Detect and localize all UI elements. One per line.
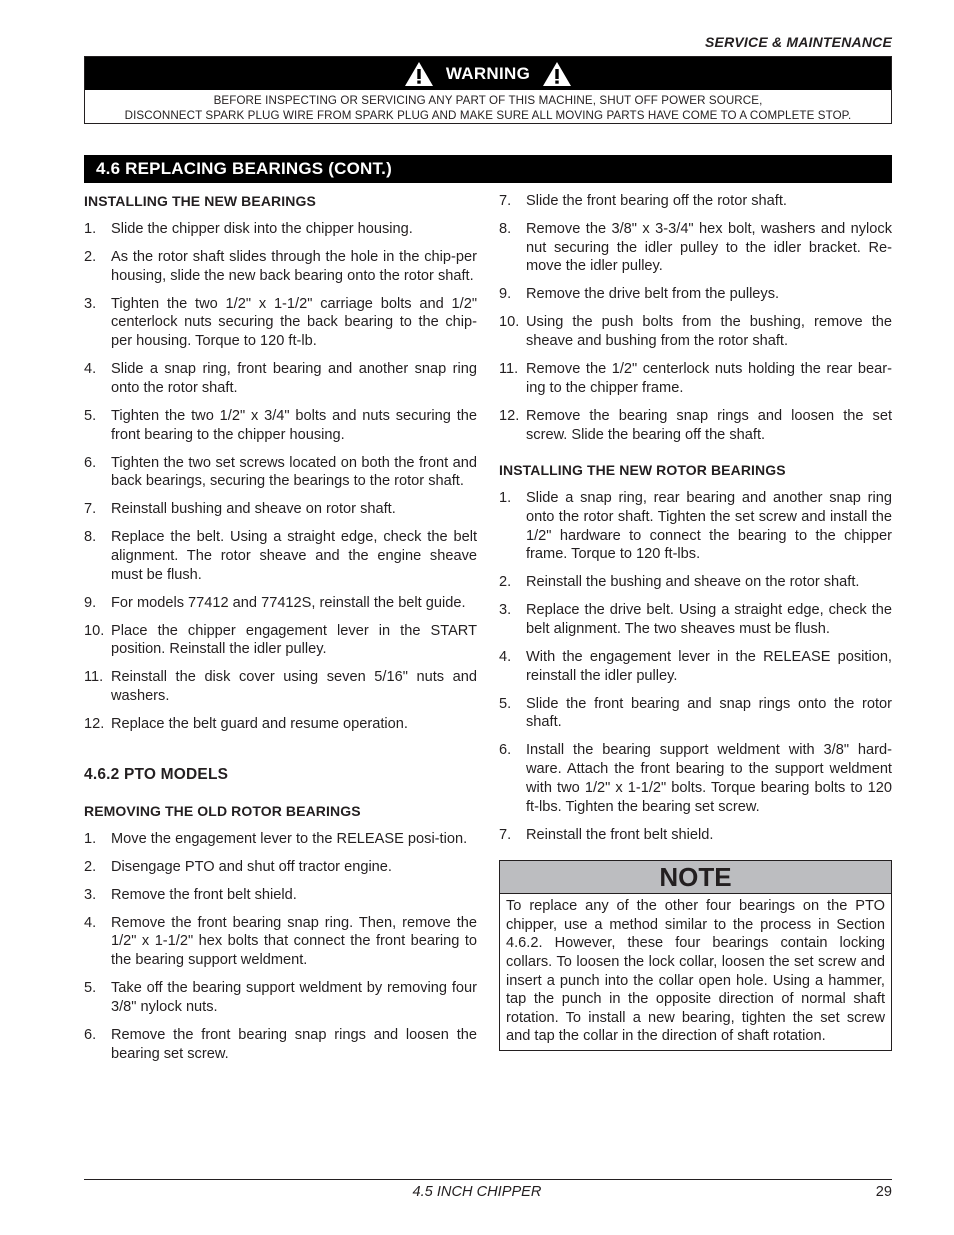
installing-bearings-heading: INSTALLING THE NEW BEARINGS — [84, 193, 316, 209]
list-item — [84, 248, 477, 285]
footer-title: 4.5 INCH CHIPPER — [412, 1184, 542, 1200]
list-item — [499, 285, 892, 304]
section-title: 4.6 REPLACING BEARINGS (CONT.) — [84, 155, 892, 183]
step-number: 1. — [499, 490, 512, 507]
note-box — [499, 860, 892, 1051]
step-text: For models 77412 and 77412S, reinstall the belt guide. — [111, 594, 466, 611]
warning-box — [84, 56, 892, 124]
step-text: Remove the front bearing snap ring. Then, remove the 1/2" x 1-1/2" hex bolts that connect the front bearing to the bearing support weldment. — [111, 914, 477, 969]
list-item — [84, 914, 477, 970]
list-item — [499, 695, 892, 732]
list-item — [84, 622, 477, 659]
step-text: Reinstall the bushing and sheave on the rotor shaft. — [526, 574, 860, 591]
list-item — [84, 220, 477, 239]
pto-models-heading: 4.6.2 PTO MODELS — [84, 765, 229, 783]
step-number: 5. — [84, 980, 97, 997]
step-number: 3. — [84, 886, 97, 903]
list-item — [84, 407, 477, 444]
list-item — [499, 741, 892, 816]
running-header: SERVICE & MAINTENANCE — [705, 34, 892, 50]
footer-rule — [84, 1179, 892, 1180]
step-number: 5. — [84, 407, 97, 424]
step-text: Replace the belt guard and resume operation. — [111, 716, 408, 733]
step-number: 7. — [499, 193, 512, 209]
step-number: 1. — [84, 830, 97, 847]
removing-steps-list — [84, 830, 477, 1064]
list-item — [499, 573, 892, 592]
step-text: With the engagement lever in the RELEASE position, reinstall the idler pulley. — [526, 649, 892, 684]
warning-line: BEFORE INSPECTING OR SERVICING ANY PART OF THIS MACHINE, SHUT OFF POWER SOURCE, — [213, 94, 763, 107]
step-number: 10. — [499, 314, 520, 331]
warning-line: DISCONNECT SPARK PLUG WIRE FROM SPARK PLUG AND MAKE SURE ALL MOVING PARTS HAVE COME TO A COMPLETE STOP. — [124, 109, 852, 122]
warning-bar — [85, 57, 891, 90]
step-text: As the rotor shaft slides through the hole in the chip-per housing, slide the new back bearing onto the rotor shaft. — [111, 249, 477, 284]
list-item — [84, 594, 477, 613]
list-item — [499, 407, 892, 444]
warning-triangle-icon — [404, 61, 434, 87]
step-number: 4. — [499, 649, 512, 666]
step-text: Replace the drive belt. Using a straight edge, check the belt alignment. The two sheaves must be flush. — [526, 602, 892, 638]
list-item — [84, 668, 477, 705]
page-number: 29 — [875, 1184, 892, 1200]
step-number: 12. — [84, 716, 105, 733]
list-item — [499, 360, 892, 397]
step-text: Place the chipper engagement lever in the START position. Reinstall the idler pulley. — [111, 622, 477, 658]
list-item — [499, 601, 892, 638]
list-item — [84, 500, 477, 519]
warning-text — [85, 90, 891, 123]
rotor-steps-list — [499, 489, 892, 844]
step-number: 5. — [499, 695, 512, 712]
step-text: Replace the belt. Using a straight edge, check the belt alignment. The rotor sheave and the engine sheave must be flush. — [111, 529, 477, 583]
step-text: Reinstall bushing and sheave on rotor shaft. — [111, 501, 396, 518]
step-number: 2. — [84, 858, 97, 875]
step-number: 3. — [499, 602, 512, 619]
list-item — [499, 489, 892, 564]
step-text: Remove the 1/2" centerlock nuts holding the rear bear-ing to the chipper frame. — [526, 361, 892, 396]
list-item — [84, 715, 477, 734]
step-text: Slide the front bearing off the rotor shaft. — [526, 193, 787, 209]
note-title: NOTE — [500, 861, 891, 894]
step-text: Slide a snap ring, front bearing and another snap ring onto the rotor shaft. — [111, 361, 477, 396]
step-number: 7. — [499, 826, 512, 843]
removing-steps-continued-list — [499, 192, 892, 444]
note-text: To replace any of the other four bearings on the PTO chipper, use a method similar to the process in Section 4.6.2. However, these four bearings contain locking collars. To loosen the lock collar, loosen the set screw and insert a punch into the collar open hole. Using a hammer, tap the punch in the opposite direction of normal shaft rotation. To install a new bearing, tighten the set screw and tap the collar in the direction of shaft rotation. — [506, 898, 885, 1045]
step-number: 7. — [84, 501, 97, 518]
list-item — [84, 830, 477, 849]
step-number: 2. — [499, 574, 512, 591]
step-number: 8. — [499, 221, 512, 237]
step-text: Install the bearing support weldment with 3/8" hard-ware. Attach the front bearing to the support weldment with two 1/2" x 1-1/2" bolts. Torque bearing bolts to 120 ft-lbs. Tighten the bearing set screw. — [526, 742, 892, 815]
step-number: 3. — [84, 295, 97, 312]
step-text: Slide a snap ring, rear bearing and another snap ring onto the rotor shaft. Tighten the set screw and install the 1/2" hardware to connect the bearing to the chipper frame. Torque to 120 ft-lbs. — [526, 490, 892, 563]
list-item — [499, 826, 892, 845]
step-text: Remove the front bearing snap rings and loosen the bearing set screw. — [111, 1026, 477, 1062]
removing-bearings-heading: REMOVING THE OLD ROTOR BEARINGS — [84, 802, 361, 819]
step-text: Remove the drive belt from the pulleys. — [526, 286, 780, 303]
list-item — [84, 454, 477, 491]
step-text: Using the push bolts from the bushing, remove the sheave and bushing from the rotor shaft. — [526, 314, 892, 350]
list-item — [84, 528, 477, 584]
list-item — [84, 858, 477, 877]
step-text: Reinstall the front belt shield. — [526, 826, 714, 843]
step-number: 2. — [84, 249, 97, 265]
step-number: 11. — [84, 669, 104, 686]
installing-steps-list — [84, 220, 477, 734]
step-number: 6. — [499, 742, 512, 759]
step-text: Disengage PTO and shut off tractor engine. — [111, 858, 392, 875]
step-number: 4. — [84, 361, 97, 378]
step-text: Take off the bearing support weldment by removing four 3/8" nylock nuts. — [111, 980, 477, 1015]
step-number: 8. — [84, 529, 97, 546]
step-text: Tighten the two 1/2" x 3/4" bolts and nuts securing the front bearing to the chipper housing. — [111, 407, 477, 443]
step-number: 6. — [84, 1026, 97, 1043]
step-number: 12. — [499, 407, 520, 424]
step-text: Remove the bearing snap rings and loosen the set screw. Slide the bearing off the shaft. — [526, 407, 892, 443]
step-number: 6. — [84, 454, 97, 471]
list-item — [84, 360, 477, 397]
rotor-bearings-heading: INSTALLING THE NEW ROTOR BEARINGS — [499, 462, 786, 479]
list-item — [84, 1026, 477, 1063]
step-number: 9. — [84, 594, 97, 611]
step-text: Move the engagement lever to the RELEASE posi-tion. — [111, 830, 468, 847]
right-column — [499, 188, 892, 1051]
list-item — [499, 220, 892, 276]
step-text: Slide the chipper disk into the chipper housing. — [111, 221, 413, 237]
list-item — [84, 979, 477, 1016]
step-text: Tighten the two set screws located on both the front and back bearings, securing the bearings to the rotor shaft. — [111, 454, 477, 490]
list-item — [499, 648, 892, 685]
list-item — [84, 886, 477, 905]
step-text: Reinstall the disk cover using seven 5/16" nuts and washers. — [111, 669, 477, 705]
step-number: 10. — [84, 622, 105, 639]
step-number: 9. — [499, 286, 512, 303]
step-number: 11. — [499, 361, 519, 378]
step-text: Remove the front belt shield. — [111, 886, 297, 903]
step-text: Tighten the two 1/2" x 1-1/2" carriage bolts and 1/2" centerlock nuts securing the back bearing to the chip-per housing. Torque to 120 ft-lb. — [111, 295, 477, 350]
step-text: Remove the 3/8" x 3-3/4" hex bolt, washers and nylock nut securing the idler pulley to the idler bracket. Re-move the idler pulley. — [526, 221, 892, 275]
step-number: 1. — [84, 221, 97, 237]
left-column — [84, 188, 477, 1063]
warning-triangle-icon — [542, 61, 572, 87]
list-item — [499, 192, 892, 211]
step-number: 4. — [84, 914, 97, 931]
list-item — [499, 313, 892, 350]
step-text: Slide the front bearing and snap rings onto the rotor shaft. — [526, 695, 892, 731]
warning-title: WARNING — [445, 63, 531, 83]
list-item — [84, 295, 477, 351]
